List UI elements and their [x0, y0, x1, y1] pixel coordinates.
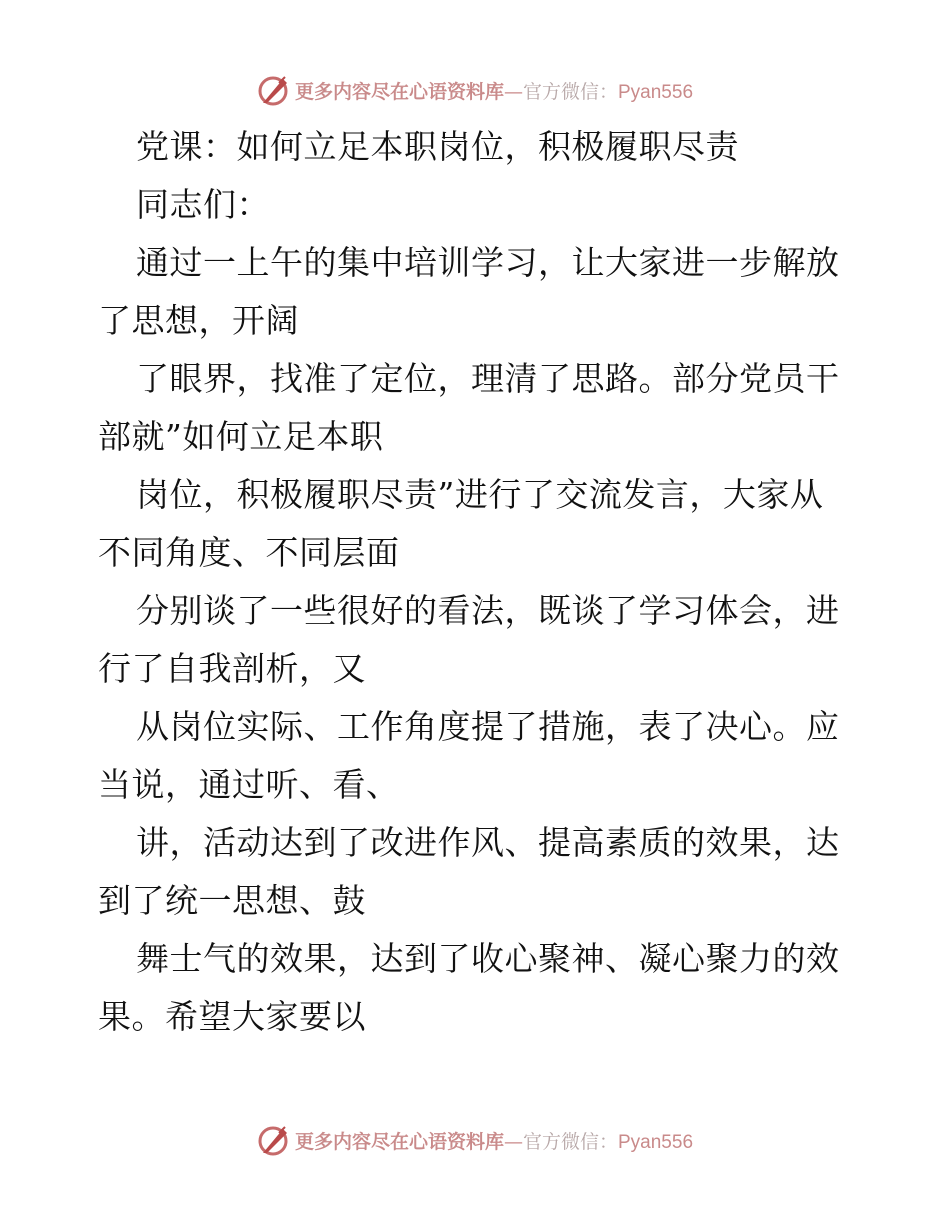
- banner-brand: 更多内容尽在心语资料库: [294, 1130, 504, 1153]
- quill-pen-logo-icon: [257, 73, 291, 107]
- paragraph-line: 讲，活动达到了改进作风、提高素质的效果，达: [136, 823, 840, 862]
- paragraph-line: 当说，通过听、看、: [98, 765, 400, 804]
- banner-wechat-label: 官方微信：: [522, 80, 618, 103]
- paragraph-line: 了眼界，找准了定位，理清了思路。部分党员干: [136, 359, 840, 398]
- document-title: 党课：如何立足本职岗位，积极履职尽责: [136, 127, 739, 166]
- document-body: [98, 118, 854, 1046]
- footer-banner: [0, 1120, 950, 1160]
- paragraph-line: 果。希望大家要以: [98, 997, 366, 1036]
- paragraph-line: 不同角度、不同层面: [98, 533, 400, 572]
- paragraph-line: 舞士气的效果，达到了收心聚神、凝心聚力的效: [136, 939, 840, 978]
- banner-brand: 更多内容尽在心语资料库: [294, 80, 504, 103]
- banner-dash: —: [503, 80, 523, 103]
- paragraph-line: 到了统一思想、鼓: [98, 881, 366, 920]
- header-banner: [0, 70, 950, 110]
- banner-handle: Pyan556: [618, 81, 694, 103]
- banner-dash: —: [503, 1130, 523, 1153]
- paragraph-line: 行了自我剖析，又: [98, 649, 366, 688]
- paragraph-line: 分别谈了一些很好的看法，既谈了学习体会，进: [136, 591, 840, 630]
- paragraph-line: 了思想，开阔: [98, 301, 299, 340]
- salutation: 同志们：: [136, 185, 270, 224]
- paragraph-line: 从岗位实际、工作角度提了措施，表了决心。应: [136, 707, 840, 746]
- quill-pen-logo-icon: [257, 1123, 291, 1157]
- banner-handle: Pyan556: [618, 1131, 694, 1153]
- paragraph-line: 通过一上午的集中培训学习，让大家进一步解放: [136, 243, 840, 282]
- paragraph-line: 岗位，积极履职尽责”进行了交流发言，大家从: [136, 475, 824, 514]
- paragraph-line: 部就”如何立足本职: [98, 417, 384, 456]
- banner-wechat-label: 官方微信：: [522, 1130, 618, 1153]
